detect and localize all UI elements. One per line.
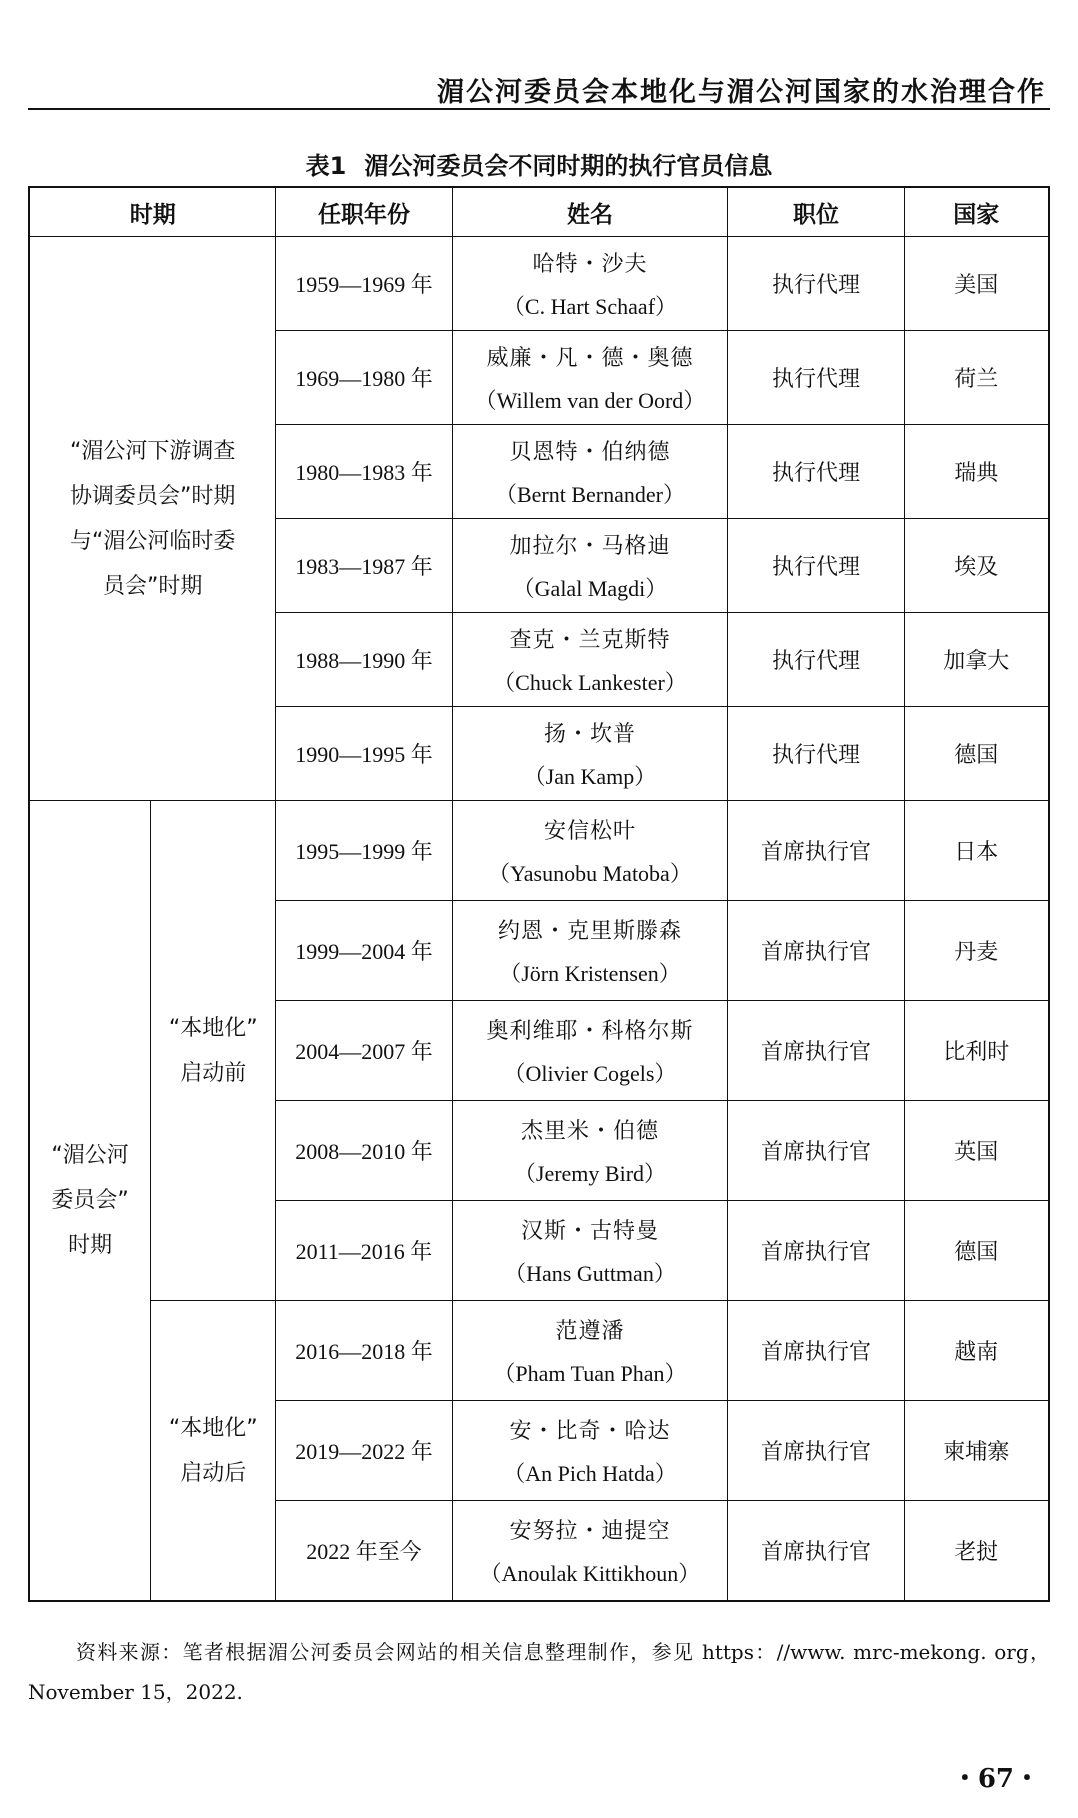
period-line: 启动后	[180, 1460, 247, 1486]
running-head-title: 湄公河委员会本地化与湄公河国家的水治理合作	[437, 77, 1046, 108]
name-cn: 汉斯・古特曼	[520, 1218, 659, 1244]
name-en: （Hans Guttman）	[504, 1260, 676, 1286]
position-cell: 首席执行官	[728, 1401, 904, 1501]
table-row	[29, 801, 1049, 901]
name-en: （Anoulak Kittikhoun）	[479, 1560, 701, 1586]
name-cell	[452, 1401, 728, 1501]
name-cell	[452, 1501, 728, 1602]
name-en: （An Pich Hatda）	[503, 1460, 677, 1486]
name-cell	[452, 1201, 728, 1301]
period-post-localization-cell	[151, 1301, 276, 1602]
years-cell: 1980—1983 年	[276, 425, 452, 519]
name-cn: 范遵潘	[555, 1318, 625, 1344]
country-cell: 丹麦	[904, 901, 1049, 1001]
years-cell: 1983—1987 年	[276, 519, 452, 613]
name-cell	[452, 237, 728, 331]
position-cell: 首席执行官	[728, 901, 904, 1001]
years-cell: 1999—2004 年	[276, 901, 452, 1001]
table-row	[29, 237, 1049, 331]
name-en: （Yasunobu Matoba）	[488, 860, 692, 886]
name-en: （Jeremy Bird）	[513, 1160, 667, 1186]
header-position: 职位	[728, 187, 904, 237]
country-cell: 瑞典	[904, 425, 1049, 519]
years-cell: 1995—1999 年	[276, 801, 452, 901]
name-cell	[452, 331, 728, 425]
period-mrc-cell	[29, 801, 151, 1602]
name-en: （Bernt Bernander）	[494, 481, 685, 507]
period-early-cell	[29, 237, 276, 801]
years-cell: 1969—1980 年	[276, 331, 452, 425]
period-line: 协调委员会”时期	[69, 483, 236, 509]
years-cell: 2011—2016 年	[276, 1201, 452, 1301]
table-number: 表1	[305, 152, 347, 180]
running-head	[28, 58, 1050, 110]
country-cell: 越南	[904, 1301, 1049, 1401]
page-number: ・67・	[951, 1764, 1040, 1794]
position-cell: 执行代理	[728, 237, 904, 331]
position-cell: 执行代理	[728, 613, 904, 707]
period-line: 时期	[68, 1233, 113, 1258]
country-cell: 日本	[904, 801, 1049, 901]
name-cell	[452, 901, 728, 1001]
table-row	[29, 1301, 1049, 1401]
position-cell: 执行代理	[728, 425, 904, 519]
position-cell: 首席执行官	[728, 1201, 904, 1301]
period-line: 与“湄公河临时委	[69, 528, 236, 554]
country-cell: 埃及	[904, 519, 1049, 613]
officers-table	[28, 186, 1050, 1602]
period-line: “湄公河下游调查	[69, 438, 236, 464]
period-line: “湄公河	[51, 1143, 129, 1168]
country-cell: 老挝	[904, 1501, 1049, 1602]
years-cell: 1959—1969 年	[276, 237, 452, 331]
name-cn: 杰里米・伯德	[520, 1118, 659, 1144]
years-cell: 1988—1990 年	[276, 613, 452, 707]
name-cn: 安信松叶	[543, 818, 636, 844]
name-en: （C. Hart Schaaf）	[502, 293, 678, 319]
country-cell: 美国	[904, 237, 1049, 331]
country-cell: 德国	[904, 1201, 1049, 1301]
name-cn: 扬・坎普	[543, 721, 636, 747]
name-en: （Jan Kamp）	[523, 763, 657, 789]
country-cell: 德国	[904, 707, 1049, 801]
table-header-row	[29, 187, 1049, 237]
name-cn: 查克・兰克斯特	[509, 627, 671, 653]
name-en: （Willem van der Oord）	[474, 387, 706, 413]
name-cell	[452, 613, 728, 707]
period-line: “本地化”	[168, 1015, 258, 1041]
source-note: 资料来源：笔者根据湄公河委员会网站的相关信息整理制作，参见 https：//www. mrc-mekong. org，November 15，2022.	[28, 1640, 1050, 1704]
table-caption	[0, 146, 1078, 181]
name-cell	[452, 801, 728, 901]
name-cn: 奥利维耶・科格尔斯	[486, 1018, 694, 1044]
name-cn: 约恩・克里斯滕森	[497, 918, 682, 944]
name-cn: 加拉尔・马格迪	[509, 533, 671, 559]
years-cell: 2016—2018 年	[276, 1301, 452, 1401]
name-cn: 安努拉・迪提空	[509, 1518, 671, 1544]
name-en: （Olivier Cogels）	[503, 1060, 677, 1086]
table-title: 湄公河委员会不同时期的执行官员信息	[364, 152, 773, 180]
name-cell	[452, 519, 728, 613]
name-en: （Jörn Kristensen）	[499, 960, 681, 986]
name-cn: 哈特・沙夫	[532, 251, 648, 277]
name-cn: 安・比奇・哈达	[509, 1418, 671, 1444]
position-cell: 执行代理	[728, 707, 904, 801]
name-en: （Galal Magdi）	[512, 575, 668, 601]
position-cell: 执行代理	[728, 519, 904, 613]
name-cell	[452, 1301, 728, 1401]
period-line: 启动前	[180, 1060, 247, 1086]
years-cell: 2022 年至今	[276, 1501, 452, 1602]
country-cell: 加拿大	[904, 613, 1049, 707]
position-cell: 首席执行官	[728, 1301, 904, 1401]
name-en: （Pham Tuan Phan）	[493, 1360, 687, 1386]
name-cell	[452, 1001, 728, 1101]
period-line: 委员会”	[51, 1188, 129, 1213]
position-cell: 首席执行官	[728, 801, 904, 901]
header-period: 时期	[29, 187, 276, 237]
country-cell: 英国	[904, 1101, 1049, 1201]
name-cell	[452, 425, 728, 519]
years-cell: 2008—2010 年	[276, 1101, 452, 1201]
country-cell: 比利时	[904, 1001, 1049, 1101]
years-cell: 2004—2007 年	[276, 1001, 452, 1101]
position-cell: 首席执行官	[728, 1101, 904, 1201]
years-cell: 1990—1995 年	[276, 707, 452, 801]
period-line: “本地化”	[168, 1415, 258, 1441]
years-cell: 2019—2022 年	[276, 1401, 452, 1501]
position-cell: 首席执行官	[728, 1501, 904, 1602]
period-line: 员会”时期	[102, 573, 203, 599]
header-name: 姓名	[452, 187, 728, 237]
country-cell: 荷兰	[904, 331, 1049, 425]
name-cell	[452, 1101, 728, 1201]
position-cell: 执行代理	[728, 331, 904, 425]
name-cn: 威廉・凡・德・奥德	[486, 345, 694, 371]
name-cn: 贝恩特・伯纳德	[509, 439, 671, 465]
header-years: 任职年份	[276, 187, 452, 237]
header-country: 国家	[904, 187, 1049, 237]
period-pre-localization-cell	[151, 801, 276, 1301]
name-en: （Chuck Lankester）	[493, 669, 687, 695]
country-cell: 柬埔寨	[904, 1401, 1049, 1501]
position-cell: 首席执行官	[728, 1001, 904, 1101]
name-cell	[452, 707, 728, 801]
